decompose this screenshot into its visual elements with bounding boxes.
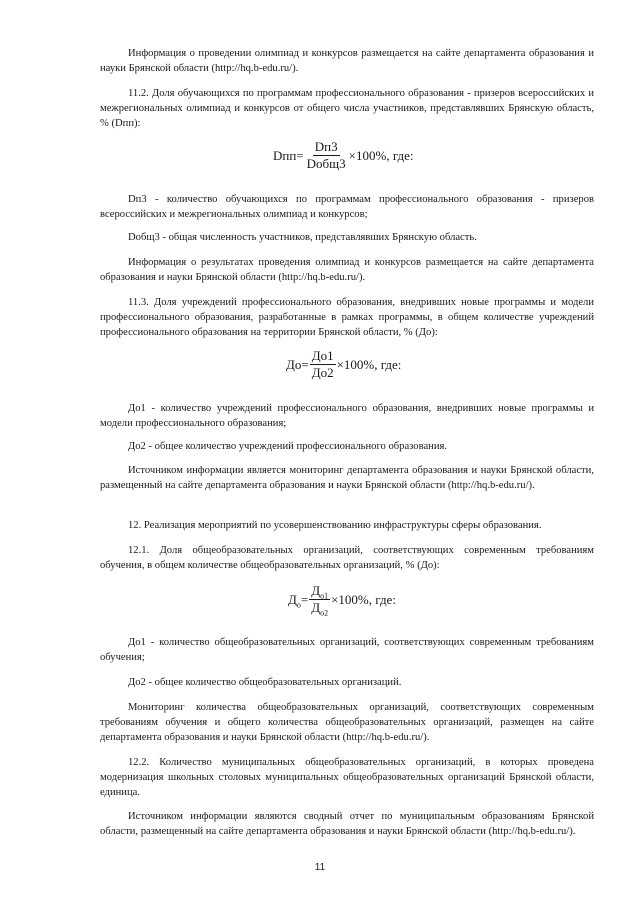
paragraph-summary-report: Источником информации являются сводный отчет по муниципальным образованиям Брянской области, размещенный на сайте департамента образования и науки Брянской области (http://hq.b-edu.ru/). xyxy=(100,811,594,837)
formula-rhs: ×100%, где: xyxy=(336,356,402,372)
formula-do-sub xyxy=(288,583,396,618)
paragraph-do2-definition: До2 - общее количество учреждений профессионального образования. xyxy=(128,441,448,452)
formula-dpp xyxy=(273,140,414,171)
formula-equals: = xyxy=(300,591,309,607)
formula-rhs: ×100%, где: xyxy=(348,147,414,163)
formula-numerator: $Д_{о1}$ xyxy=(311,583,329,601)
formula-fraction xyxy=(305,140,348,171)
formula-lhs: $Д_о$ xyxy=(288,591,301,610)
formula-fraction xyxy=(310,349,336,380)
paragraph-section-12: 12. Реализация мероприятий по усовершенствованию инфраструктуры сферы образования. xyxy=(128,520,542,531)
paragraph-12-1: 12.1. Доля общеобразовательных организаций, соответствующих современным требованиям обучения, в общем количестве общеобразовательных организаций, % (До): xyxy=(100,545,594,571)
paragraph-results-info: Информация о результатах проведения олимпиад и конкурсов размещается на сайте департамента образования и науки Брянской области (http://hq.b-edu.ru/). xyxy=(100,257,594,283)
paragraph-olympiad-info: Информация о проведении олимпиад и конкурсов размещается на сайте департамента образования и науки Брянской области (http://hq.b-edu.ru/). xyxy=(100,48,594,74)
paragraph-do1-school-definition: До1 - количество общеобразовательных организаций, соответствующих современным требованиям обучения; xyxy=(100,637,594,663)
formula-rhs: ×100%, где: xyxy=(331,591,396,607)
formula-lhs: До= xyxy=(286,356,309,372)
formula-numerator: До1 xyxy=(311,348,334,363)
paragraph-11-2: 11.2. Доля обучающихся по программам профессионального образования - призеров всероссийских и межрегиональных олимпиад и конкурсов от общего числа участников, представлявших Брянскую область, % (Dпп): xyxy=(100,88,594,129)
paragraph-11-3: 11.3. Доля учреждений профессионального образования, внедривших новые программы и модели профессионального образования, разработанные в рамках программы, в общем количестве учреждений профессионального образования на территории Брянской области, % (До): xyxy=(100,297,594,338)
formula-denominator: Dобщ3 xyxy=(306,156,346,171)
formula-denominator: $Д_{о2}$ xyxy=(311,600,329,618)
paragraph-dobsh3-definition: Dобщ3 - общая численность участников, представлявших Брянскую область. xyxy=(128,232,477,243)
paragraph-monitoring-schools: Мониторинг количества общеобразовательных организаций, соответствующих современным требованиям обучения и общего количества общеобразовательных организаций, размещен на сайте департамента образования и науки Брянской области (http://hq.b-edu.ru/). xyxy=(100,702,594,743)
paragraph-do2-school-definition: До2 - общее количество общеобразовательных организаций. xyxy=(128,677,402,688)
paragraph-do1-definition: До1 - количество учреждений профессионального образования, внедривших новые программы и модели профессионального образования; xyxy=(100,403,594,429)
formula-lhs: Dпп= xyxy=(273,147,304,163)
formula-denominator: До2 xyxy=(311,365,334,380)
paragraph-dp3-definition: Dп3 - количество обучающихся по программам профессионального образования - призеров всероссийских и межрегиональных олимпиад и конкурсов; xyxy=(100,194,594,220)
paragraph-monitoring-source: Источником информации является мониторинг департамента образования и науки Брянской области, размещенный на сайте департамента образования и науки Брянской области (http://hq.b-edu.ru/). xyxy=(100,465,594,491)
formula-fraction xyxy=(309,583,330,618)
paragraph-12-2: 12.2. Количество муниципальных общеобразовательных организаций, в которых проведена модернизация школьных столовых муниципальных общеобразовательных организаций Брянской области, единица. xyxy=(100,757,594,798)
formula-numerator: Dп3 xyxy=(314,139,338,154)
page-number: 11 xyxy=(314,862,326,873)
formula-do xyxy=(286,349,401,380)
